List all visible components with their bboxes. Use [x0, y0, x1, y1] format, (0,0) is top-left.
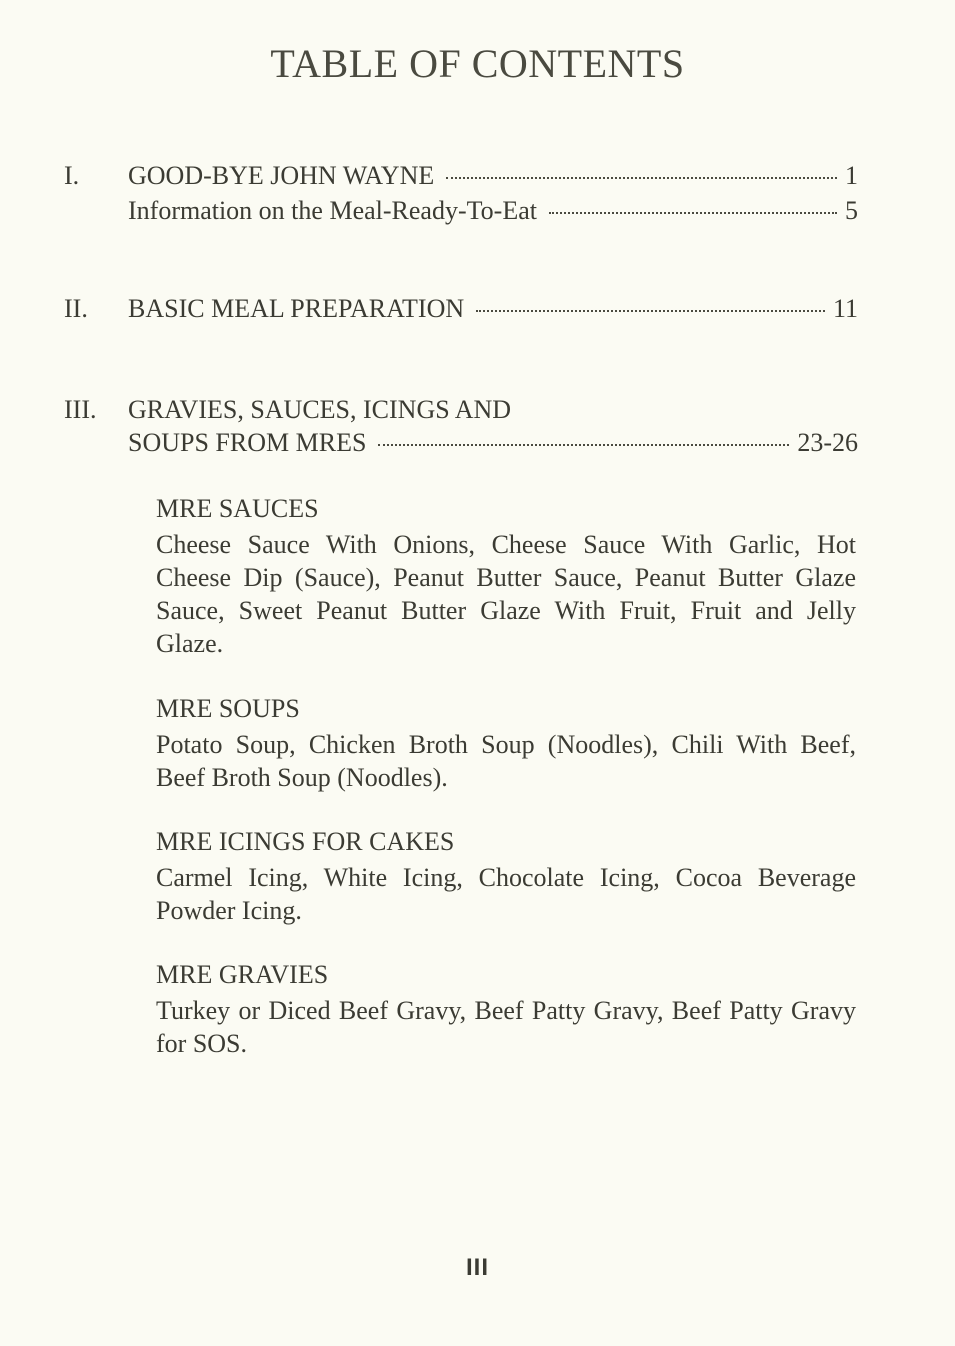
subsection-body-gravies: Turkey or Diced Beef Gravy, Beef Patty Gravy, Beef Patty Gravy for SOS. [156, 996, 856, 1058]
page-number: III [465, 1254, 489, 1281]
subsection-heading-soups: MRE SOUPS [156, 694, 300, 723]
toc-entry-page: 23-26 [797, 428, 858, 457]
toc-entry-page: 1 [845, 161, 858, 190]
page-title: TABLE OF CONTENTS [270, 41, 685, 86]
toc-entry-good-bye-john-wayne[interactable] [128, 160, 858, 192]
toc-entry-page: 11 [832, 294, 858, 323]
subsection-heading-gravies: MRE GRAVIES [156, 960, 329, 989]
subsection-body-soups: Potato Soup, Chicken Broth Soup (Noodles), Chili With Beef, Beef Broth Soup (Noodles). [156, 730, 856, 792]
toc-entry-mre-information[interactable] [128, 195, 858, 227]
dot-leader [378, 444, 789, 446]
subsection-heading-icings: MRE ICINGS FOR CAKES [156, 827, 455, 856]
section-numeral-1: I. [64, 161, 80, 190]
section-numeral-3: III. [64, 395, 97, 424]
toc-entry-label: Information on the Meal-Ready-To-Eat [128, 196, 537, 225]
subsection-body-sauces: Cheese Sauce With Onions, Cheese Sauce With Garlic, Hot Cheese Dip (Sauce), Peanut Butter Sauce, Peanut Butter Glaze Sauce, Sweet Peanut Butter Glaze With Fruit, Fruit and Jelly Glaze. [156, 530, 856, 658]
subsection-heading-sauces: MRE SAUCES [156, 494, 319, 523]
toc-entry-page: 5 [845, 196, 858, 225]
dot-leader [476, 310, 825, 312]
section-numeral-2: II. [64, 294, 88, 323]
toc-entry-label: BASIC MEAL PREPARATION [128, 294, 465, 323]
dot-leader [549, 212, 837, 214]
toc-entry-basic-meal-preparation[interactable] [128, 293, 858, 325]
toc-entry-label: GOOD-BYE JOHN WAYNE [128, 161, 435, 190]
subsection-body-icings: Carmel Icing, White Icing, Chocolate Icing, Cocoa Beverage Powder Icing. [156, 863, 856, 925]
toc-entry-soups-from-mres[interactable] [128, 427, 858, 459]
toc-entry-label: SOUPS FROM MRES [128, 428, 367, 457]
section-3-heading-line1: GRAVIES, SAUCES, ICINGS AND [128, 395, 512, 424]
dot-leader [446, 177, 837, 179]
